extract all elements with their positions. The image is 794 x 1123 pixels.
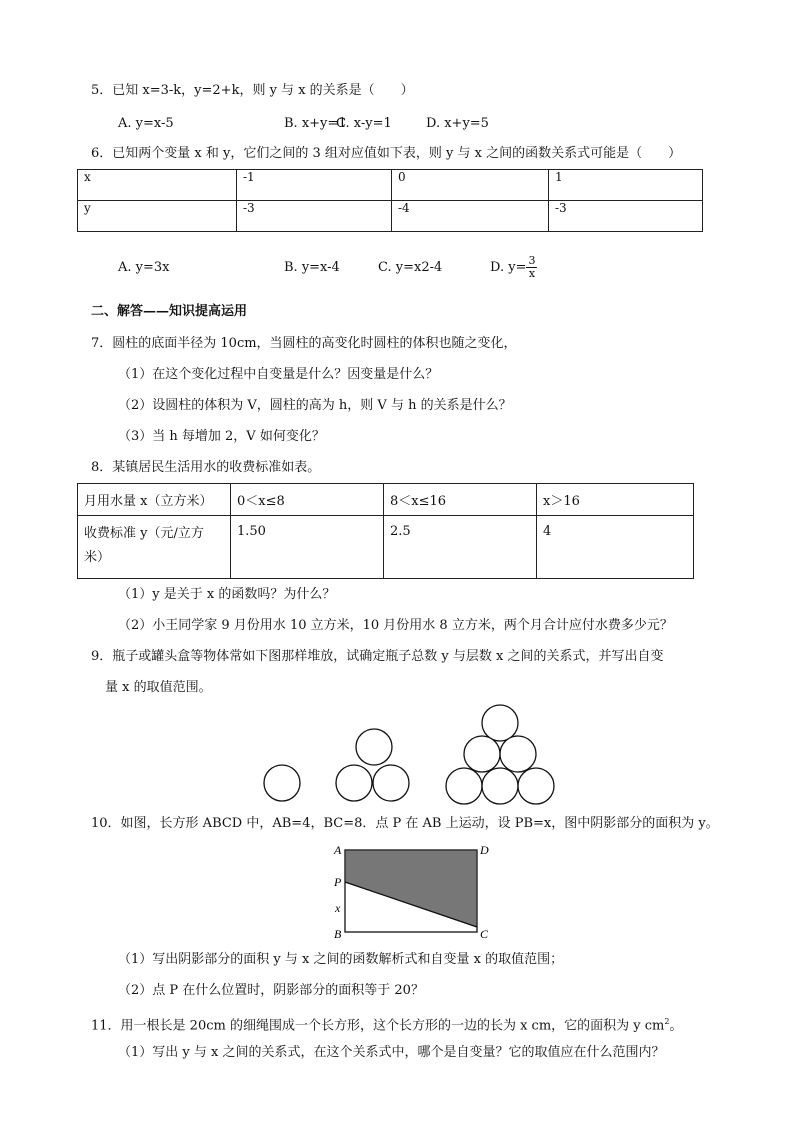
q9-stem-line-2: 量 x 的取值范围。 — [105, 680, 212, 695]
q9-stem-line-1: 9．瓶子或罐头盒等物体常如下图那样堆放，试确定瓶子总数 y 与层数 x 之间的关系式，并写出自变 — [91, 649, 664, 664]
rectangle-abcd-figure — [330, 840, 500, 945]
q6-option-d-prefix: D. y= — [490, 260, 527, 275]
q6-cell: y — [78, 201, 237, 232]
q8-sub-1: （1）y 是关于 x 的函数吗？为什么？ — [118, 587, 336, 602]
bottle-circle — [482, 705, 518, 741]
label-c: C — [480, 927, 489, 941]
q7-sub-3: （3）当 h 每增加 2，V 如何变化？ — [118, 429, 325, 444]
q8-cell: 月用水量 x（立方米） — [78, 484, 231, 516]
bottle-circle — [482, 768, 518, 804]
q6-value-table — [77, 169, 703, 232]
q6-cell: -3 — [549, 201, 703, 232]
q8-cell: 8＜x≤16 — [384, 484, 537, 516]
q8-row-label-line-2: 米） — [84, 550, 111, 565]
q8-sub-2: （2）小王同学家 9 月份用水 10 立方米，10 月份用水 8 立方米，两个月合计应付水费多少元？ — [118, 618, 673, 633]
q11-stem-text: 11．用一根长是 20cm 的细绳围成一个长方形，这个长方形的一边的长为 x cm，它的面积为 y cm — [91, 1018, 665, 1034]
q10-sub-1: （1）写出阴影部分的面积 y 与 x 之间的函数解析式和自变量 x 的取值范围； — [118, 952, 564, 967]
label-p: P — [334, 875, 342, 889]
q8-cell: x＞16 — [537, 484, 694, 516]
q6-option-b: B. y=x-4 — [284, 260, 340, 275]
q7-stem: 7．圆柱的底面半径为 10cm，当圆柱的高变化时圆柱的体积也随之变化， — [91, 336, 517, 351]
superscript: 2 — [664, 1017, 670, 1026]
q6-cell: x — [78, 170, 237, 201]
section-title: 二、解答——知识提高运用 — [91, 304, 248, 319]
bottle-circle — [446, 768, 482, 804]
q6-cell: -1 — [237, 170, 392, 201]
q6-cell: 1 — [549, 170, 703, 201]
bottle-circle — [264, 765, 300, 801]
q5-option-c: C. x-y=1 — [336, 116, 392, 131]
bottle-circle — [500, 736, 536, 772]
q8-cell: 2.5 — [384, 516, 537, 579]
q5-option-d: D. x+y=5 — [426, 116, 489, 131]
q6-option-d — [490, 250, 537, 286]
q8-row-label-line-1: 收费标准 y（元/立方 — [84, 526, 204, 541]
q5-stem: 5．已知 x=3-k，y=2+k，则 y 与 x 的关系是（ ） — [91, 83, 414, 98]
bottle-circle — [356, 729, 392, 765]
label-a: A — [334, 843, 342, 857]
q7-sub-1: （1）在这个变化过程中自变量是什么？因变量是什么？ — [118, 367, 439, 382]
q6-cell: -3 — [237, 201, 392, 232]
q6-cell: -4 — [392, 201, 549, 232]
fraction — [526, 255, 537, 280]
q11-sub-1: （1）写出 y 与 x 之间的关系式，在这个关系式中，哪个是自变量？它的取值应在什么范围内？ — [118, 1045, 665, 1060]
q6-option-a: A. y=3x — [118, 260, 170, 275]
fraction-numerator: 3 — [528, 254, 536, 267]
q10-stem: 10．如图，长方形 ABCD 中，AB=4，BC=8．点 P 在 AB 上运动，设 PB=x，图中阴影部分的面积为 y。 — [91, 816, 719, 831]
q8-stem: 8．某镇居民生活用水的收费标准如表。 — [91, 460, 321, 475]
q8-fee-table — [77, 483, 694, 579]
label-b: B — [334, 927, 342, 941]
q8-cell: 4 — [537, 516, 694, 579]
bottle-circle — [518, 768, 554, 804]
q6-cell: 0 — [392, 170, 549, 201]
bottle-circle — [373, 765, 409, 801]
label-x: x — [335, 901, 341, 915]
q7-sub-2: （2）设圆柱的体积为 V，圆柱的高为 h，则 V 与 h 的关系是什么？ — [118, 398, 512, 413]
q11-stem — [91, 1013, 683, 1035]
q6-stem: 6．已知两个变量 x 和 y，它们之间的 3 组对应值如下表，则 y 与 x 之间的函数关系式可能是（ ） — [91, 146, 682, 161]
q10-sub-2: （2）点 P 在什么位置时，阴影部分的面积等于 20？ — [118, 983, 424, 998]
q5-option-a: A. y=x-5 — [118, 116, 174, 131]
bottle-circle — [336, 765, 372, 801]
bottle-stack-figure — [255, 700, 565, 810]
q11-stem-end: 。 — [669, 1018, 683, 1034]
label-d: D — [480, 843, 489, 857]
q8-cell — [78, 516, 231, 579]
q6-option-c: C. y=x2-4 — [378, 260, 443, 275]
bottle-circle — [464, 736, 500, 772]
fraction-denominator: x — [528, 267, 536, 280]
q5-option-b: B. x+y=1 — [284, 116, 347, 131]
q8-cell: 0＜x≤8 — [231, 484, 384, 516]
q8-cell: 1.50 — [231, 516, 384, 579]
